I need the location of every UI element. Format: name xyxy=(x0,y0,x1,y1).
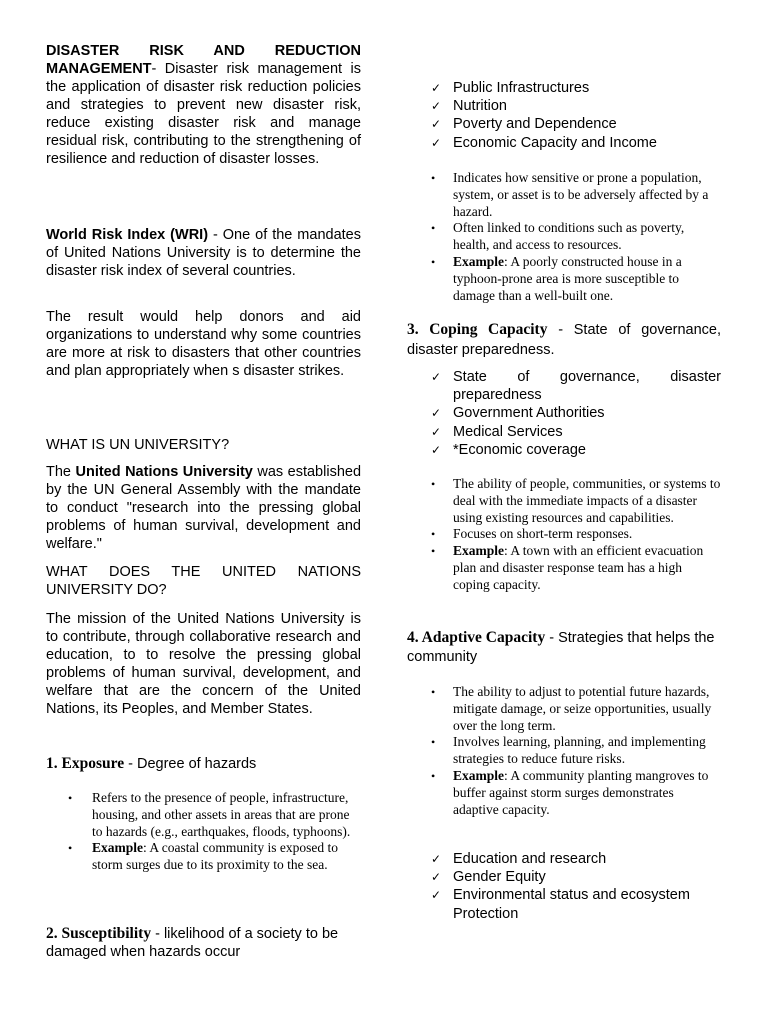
susceptibility-checklist xyxy=(431,79,721,152)
bullet-icon: • xyxy=(431,735,436,750)
un-question-2: WHAT DOES THE UNITED NATIONS UNIVERSITY DO? xyxy=(46,564,361,598)
check-icon: ✓ xyxy=(431,888,442,903)
coping-bullets xyxy=(431,476,721,594)
exposure-heading xyxy=(46,755,361,773)
list-item: ✓ Education and research xyxy=(431,851,607,867)
check-icon: ✓ xyxy=(431,370,442,384)
coping-checklist xyxy=(431,368,721,459)
un-intro-post: was established by the UN General Assembly with the mandate to conduct "research into the pressing global problems of human survival, development and welfare." xyxy=(46,464,362,552)
list-item: ✓ State of governance, disaster preparedness xyxy=(431,369,721,404)
un-mission-paragraph: The mission of the United Nations University is to contribute, through collaborative research and education, to to resolve the pressing global problems of human survival, development, and welfare that are the concern of the United Nations, its Peoples, and Member States. xyxy=(46,611,361,717)
coping-heading xyxy=(407,320,721,360)
bullet-icon: • xyxy=(68,791,73,805)
example-label: Example xyxy=(453,253,505,269)
bullet-icon: • xyxy=(431,171,436,185)
list-item: • Example: A town with an efficient evacuation plan and disaster response team has a high coping capacity. xyxy=(431,543,704,592)
exposure-bullets xyxy=(68,790,361,874)
list-item: ✓ Nutrition xyxy=(431,98,507,115)
exposure-title: 1. Exposure xyxy=(46,755,125,772)
list-item: ✓ Economic Capacity and Income xyxy=(431,134,657,151)
wri-paragraph xyxy=(46,226,361,280)
bullet-icon: • xyxy=(68,841,73,856)
example-label: Example xyxy=(453,543,505,559)
drrm-text: - Disaster risk management is the application of disaster risk reduction policies and strategies to prevent new disaster risk, reduce existing disaster risk and manage residual risk, contributing to the strengthening of resilience and reduction of disaster losses. xyxy=(46,61,361,167)
un-question: WHAT IS UN UNIVERSITY? xyxy=(46,437,230,453)
list-item: • Focuses on short-term responses. xyxy=(431,526,633,542)
list-item: • Indicates how sensitive or prone a population, system, or asset is to be adversely affected by a hazard. xyxy=(431,170,709,219)
list-item: • Example: A coastal community is exposed to storm surges due to its proximity to the sea. xyxy=(68,840,338,873)
adaptive-bullets xyxy=(431,684,721,818)
drrm-paragraph xyxy=(46,42,361,168)
check-icon: ✓ xyxy=(431,81,442,95)
list-item: • Often linked to conditions such as poverty, health, and access to resources. xyxy=(431,220,685,253)
check-icon: ✓ xyxy=(431,424,442,439)
un-intro-pre: The xyxy=(46,464,76,480)
susceptibility-bullets xyxy=(431,170,721,304)
list-item: • The ability of people, communities, or systems to deal with the immediate impacts of a disaster using existing resources and capabilities. xyxy=(431,476,721,525)
exposure-desc: - Degree of hazards xyxy=(124,756,257,772)
list-item: ✓ Poverty and Dependence xyxy=(431,116,617,133)
list-item: • Example: A community planting mangroves to buffer against storm surges demonstrates adaptive capacity. xyxy=(431,767,709,817)
check-icon: ✓ xyxy=(431,406,442,421)
check-icon: ✓ xyxy=(431,870,442,885)
un-intro-paragraph xyxy=(46,463,361,553)
example-label: Example xyxy=(92,840,144,856)
bullet-icon: • xyxy=(431,544,436,559)
list-item: ✓ Public Infrastructures xyxy=(431,80,590,96)
check-icon: ✓ xyxy=(431,852,442,866)
list-item: ✓ Medical Services xyxy=(431,423,563,440)
check-icon: ✓ xyxy=(431,117,442,132)
drrm-title: DISASTER RISK AND REDUCTION MANAGEMENT xyxy=(46,43,361,77)
bullet-icon: • xyxy=(431,768,436,783)
list-item: • Involves learning, planning, and implementing strategies to reduce future risks. xyxy=(431,734,706,767)
check-icon: ✓ xyxy=(431,135,442,150)
bullet-icon: • xyxy=(431,685,436,699)
susceptibility-desc: - likelihood of a society to be damaged when hazards occur xyxy=(46,926,339,960)
list-item: ✓ *Economic coverage xyxy=(431,441,586,458)
wri-text: - One of the mandates of United Nations University is to determine the disaster risk index of several countries. xyxy=(46,227,361,279)
adaptive-title: 4. Adaptive Capacity xyxy=(407,629,546,646)
bullet-icon: • xyxy=(431,477,436,491)
adaptive-checklist xyxy=(431,850,721,923)
susceptibility-heading xyxy=(46,925,361,961)
list-item: ✓ Environmental status and ecosystem Protection xyxy=(431,887,690,922)
wri-title: World Risk Index (WRI) xyxy=(46,227,209,243)
adaptive-heading xyxy=(407,628,721,667)
bullet-icon: • xyxy=(431,254,436,269)
wri-result-paragraph: The result would help donors and aid organizations to understand why some countries are more at risk to disasters that other countries and plan appropriately when s disaster strikes. xyxy=(46,309,361,379)
check-icon: ✓ xyxy=(431,442,442,457)
list-item: • Refers to the presence of people, infrastructure, housing, and other assets in areas that are prone to hazards (e.g., earthquakes, floods, typhoons). xyxy=(68,790,351,839)
coping-desc: - State of governance, disaster preparedness. xyxy=(407,322,721,358)
list-item: ✓ Government Authorities xyxy=(431,405,605,422)
adaptive-desc: - Strategies that helps the community xyxy=(407,630,715,665)
example-label: Example xyxy=(453,767,505,783)
check-icon: ✓ xyxy=(431,99,442,114)
list-item: • The ability to adjust to potential future hazards, mitigate damage, or seize opportunities, usually over the long term. xyxy=(431,684,712,733)
susceptibility-title: 2. Susceptibility xyxy=(46,925,152,942)
bullet-icon: • xyxy=(431,527,436,542)
un-intro-bold: United Nations University xyxy=(75,464,253,480)
coping-title: 3. Coping Capacity xyxy=(407,321,548,338)
list-item: • Example: A poorly constructed house in a typhoon-prone area is more susceptible to damage than a well-built one. xyxy=(431,253,682,303)
list-item: ✓ Gender Equity xyxy=(431,869,546,886)
bullet-icon: • xyxy=(431,221,436,236)
